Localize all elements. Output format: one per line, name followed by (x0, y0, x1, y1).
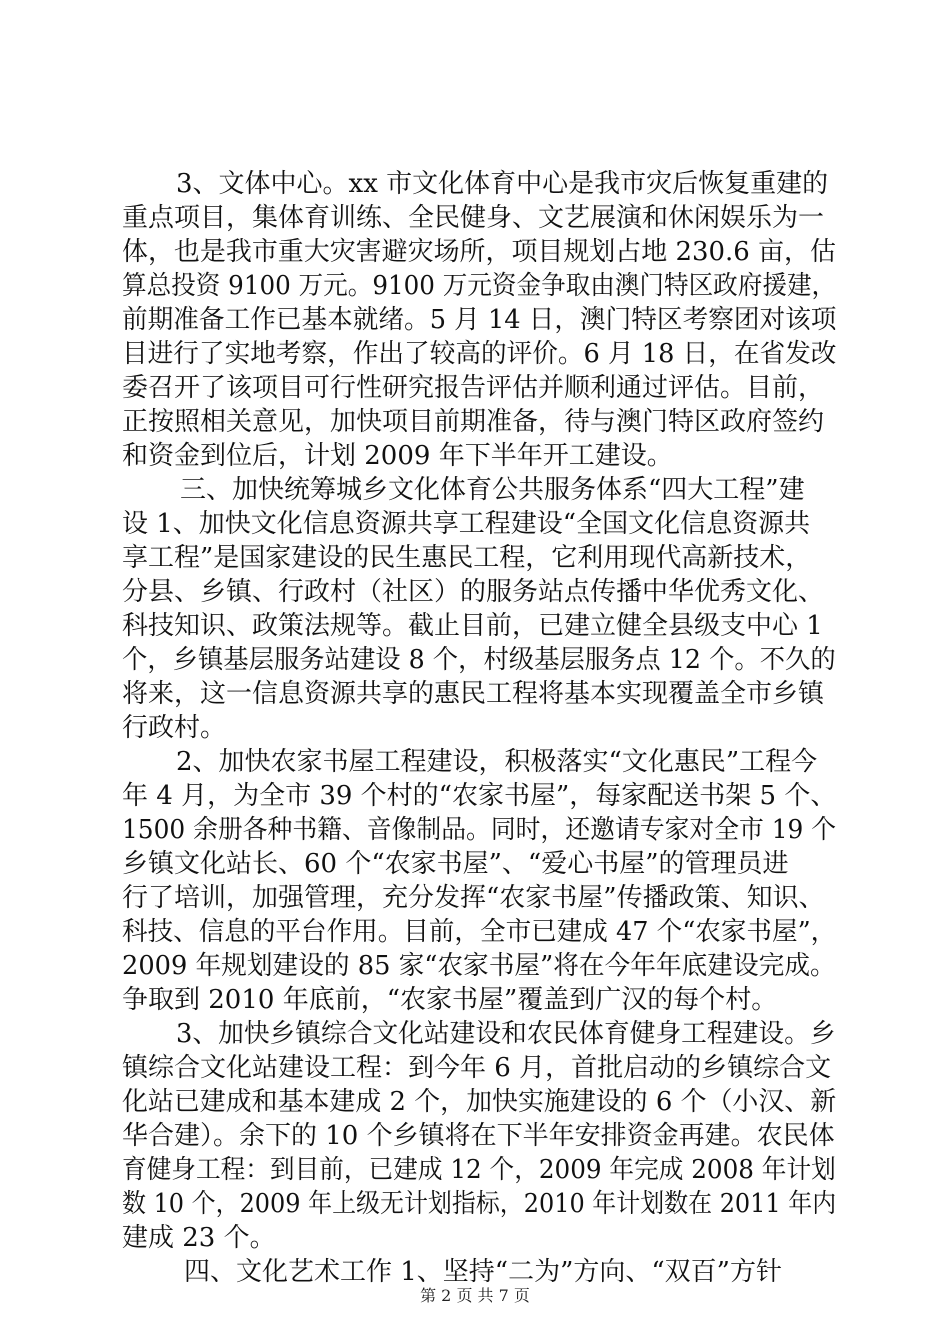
text-line: 争取到 2010 年底前，“农家书屋”覆盖到广汉的每个村。 (122, 985, 778, 1015)
text-line: 个，乡镇基层服务站建设 8 个，村级基层服务点 12 个。不久的 (122, 645, 836, 675)
section-heading: 三、加快统筹城乡文化体育公共服务体系“四大工程”建 (180, 475, 805, 505)
section-heading: 四、文化艺术工作 1、坚持“二为”方向、“双百”方针 (184, 1257, 782, 1287)
text-line: 行政村。 (122, 713, 227, 743)
text-line: 目进行了实地考察，作出了较高的评价。6 月 18 日，在省发改 (122, 339, 837, 369)
text-line: 华合建）。余下的 10 个乡镇将在下半年安排资金再建。农民体 (122, 1121, 835, 1151)
text-line: 2009 年规划建设的 85 家“农家书屋”将在今年年底建设完成。 (122, 951, 836, 981)
text-line: 年 4 月，为全市 39 个村的“农家书屋”，每家配送书架 5 个、 (122, 781, 837, 811)
text-line: 设 1、加快文化信息资源共享工程建设“全国文化信息资源共 (122, 509, 811, 539)
text-line: 科技、信息的平台作用。目前，全市已建成 47 个“农家书屋”， (122, 917, 837, 947)
text-line: 1500 余册各种书籍、音像制品。同时，还邀请专家对全市 19 个 (122, 815, 837, 845)
text-line: 镇综合文化站建设工程：到今年 6 月，首批启动的乡镇综合文 (122, 1053, 832, 1083)
text-line: 3、加快乡镇综合文化站建设和农民体育健身工程建设。乡 (176, 1019, 836, 1049)
text-line: 3、文体中心。xx 市文化体育中心是我市灾后恢复重建的 (176, 169, 829, 199)
text-line: 科技知识、政策法规等。截止目前，已建立健全县级支中心 1 (122, 611, 823, 641)
text-line: 委召开了该项目可行性研究报告评估并顺利通过评估。目前， (122, 373, 825, 403)
text-line: 重点项目，集体育训练、全民健身、文艺展演和休闲娱乐为一 (122, 203, 825, 233)
text-line: 前期准备工作已基本就绪。5 月 14 日，澳门特区考察团对该项 (122, 305, 837, 335)
text-line: 将来，这一信息资源共享的惠民工程将基本实现覆盖全市乡镇 (122, 679, 825, 709)
text-line: 建成 23 个。 (122, 1223, 276, 1253)
text-line: 享工程”是国家建设的民生惠民工程，它利用现代高新技术， (122, 543, 812, 573)
text-line: 乡镇文化站长、60 个“农家书屋”、“爱心书屋”的管理员进 (122, 849, 789, 879)
text-line: 和资金到位后，计划 2009 年下半年开工建设。 (122, 441, 673, 471)
page-number-footer: 第 2 页 共 7 页 (420, 1286, 530, 1305)
text-line: 分县、乡镇、行政村（社区）的服务站点传播中华优秀文化、 (122, 577, 825, 607)
text-line: 数 10 个，2009 年上级无计划指标，2010 年计划数在 2011 年内 (122, 1189, 837, 1219)
text-line: 正按照相关意见，加快项目前期准备，待与澳门特区政府签约 (122, 407, 825, 437)
text-line: 2、加快农家书屋工程建设，积极落实“文化惠民”工程今 (176, 747, 818, 777)
text-line: 行了培训，加强管理，充分发挥“农家书屋”传播政策、知识、 (122, 883, 825, 913)
text-line: 育健身工程：到目前，已建成 12 个，2009 年完成 2008 年计划 (122, 1155, 836, 1185)
text-line: 体，也是我市重大灾害避灾场所，项目规划占地 230.6 亩，估 (122, 237, 836, 267)
text-line: 算总投资 9100 万元。9100 万元资金争取由澳门特区政府援建， (122, 271, 837, 301)
text-line: 化站已建成和基本建成 2 个，加快实施建设的 6 个（小汉、新 (122, 1087, 837, 1117)
